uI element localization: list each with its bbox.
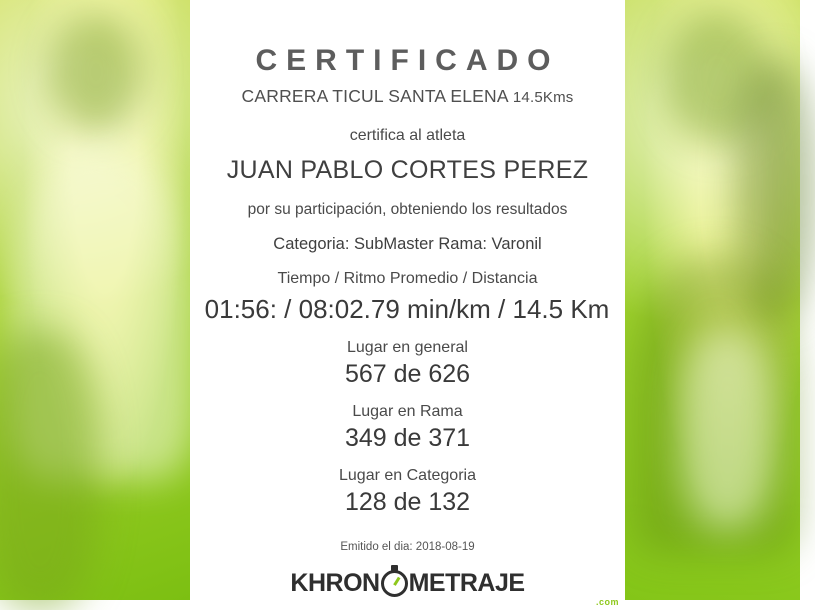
right-runner-highlight-shape bbox=[680, 330, 775, 530]
metrics-value: 01:56: / 08:02.79 min/km / 14.5 Km bbox=[204, 294, 610, 324]
place-categoria-value: 128 de 132 bbox=[344, 488, 471, 516]
metrics-label: Tiempo / Ritmo Promedio / Distancia bbox=[277, 270, 538, 287]
logo-text-part2: METRAJE bbox=[408, 569, 525, 597]
left-runner-photo bbox=[0, 0, 190, 600]
athlete-name: JUAN PABLO CORTES PEREZ bbox=[226, 156, 589, 184]
right-runner-photo bbox=[625, 0, 800, 600]
place-rama-value: 349 de 371 bbox=[344, 424, 471, 452]
left-runner-shadow-shape bbox=[0, 330, 100, 610]
category-line: Categoria: SubMaster Rama: Varonil bbox=[273, 235, 542, 253]
place-general-value: 567 de 626 bbox=[344, 360, 471, 388]
page-title: CERTIFICADO bbox=[255, 44, 560, 77]
participation-text: por su participación, obteniendo los resultados bbox=[247, 201, 568, 218]
logo-dotcom: .com bbox=[595, 597, 619, 607]
khronometraje-logo bbox=[190, 569, 625, 607]
race-distance: 14.5Kms bbox=[512, 89, 574, 106]
certificate-content bbox=[190, 0, 625, 607]
place-rama-label: Lugar en Rama bbox=[352, 403, 463, 420]
stopwatch-icon bbox=[381, 570, 408, 597]
logo-text-part1: KHRON bbox=[290, 569, 380, 597]
certifies-label: certifica al atleta bbox=[349, 127, 466, 144]
place-categoria-label: Lugar en Categoria bbox=[339, 467, 476, 484]
race-subtitle bbox=[190, 86, 625, 107]
left-runner-head-shape bbox=[48, 12, 144, 132]
place-general-label: Lugar en general bbox=[347, 339, 468, 356]
issued-date: Emitido el dia: 2018-08-19 bbox=[340, 541, 475, 553]
race-name: CARRERA TICUL SANTA ELENA bbox=[241, 86, 508, 106]
